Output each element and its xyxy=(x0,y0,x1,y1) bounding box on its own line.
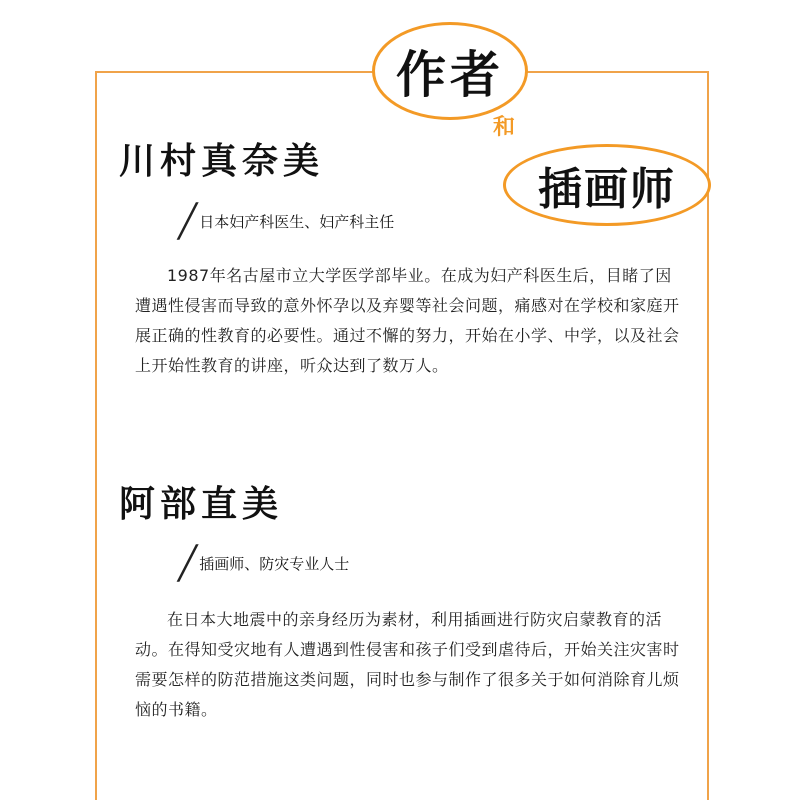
heading-connector: 和 xyxy=(493,115,516,140)
illustrator-role-line xyxy=(178,544,350,582)
heading-illustrator-text: 插画师 xyxy=(538,164,676,215)
author-role-line xyxy=(178,202,395,240)
author-bio: 1987年名古屋市立大学医学部毕业。在成为妇产科医生后，目睹了因遭遇性侵害而导致的意外怀孕以及弃婴等社会问题，痛感对在学校和家庭开展正确的性教育的必要性。通过不懈的努力，开始在小学、中学，以及社会上开始性教育的讲座，听众达到了数万人。 xyxy=(135,266,680,375)
illustrator-name: 阿部直美 xyxy=(119,484,284,525)
slash-divider-icon: ╱ xyxy=(178,202,198,240)
heading-author-badge xyxy=(372,22,528,120)
illustrator-role: 插画师、防灾专业人士 xyxy=(199,554,350,573)
heading-author-text: 作者 xyxy=(396,46,504,104)
author-role: 日本妇产科医生、妇产科主任 xyxy=(199,212,395,231)
slash-divider-icon: ╱ xyxy=(178,544,198,582)
illustrator-bio: 在日本大地震中的亲身经历为素材，利用插画进行防灾启蒙教育的活动。在得知受灾地有人遭遇到性侵害和孩子们受到虐待后，开始关注灾害时需要怎样的防范措施这类问题，同时也参与制作了很多关于如何消除育儿烦恼的书籍。 xyxy=(135,610,680,719)
heading-illustrator-badge xyxy=(503,144,711,226)
author-name: 川村真奈美 xyxy=(119,141,325,182)
